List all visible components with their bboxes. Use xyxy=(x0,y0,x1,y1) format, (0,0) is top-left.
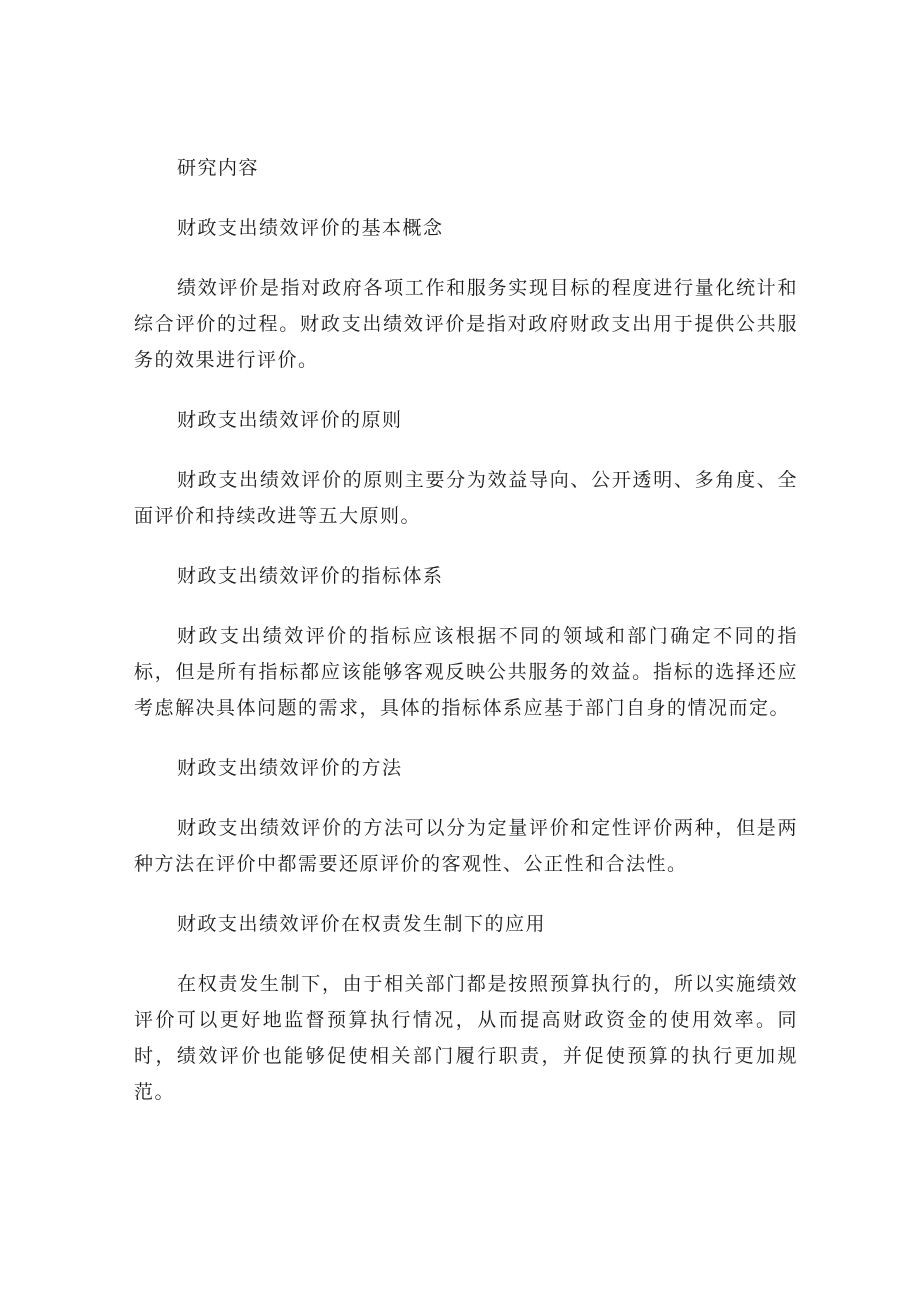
paragraph-basic-concept: 绩效评价是指对政府各项工作和服务实现目标的程度进行量化统计和综合评价的过程。财政支出绩效评价是指对政府财政支出用于提供公共服务的效果进行评价。 xyxy=(134,277,798,371)
section-heading-basic-concept: 财政支出绩效评价的基本概念 xyxy=(177,217,444,239)
section-heading-research-content: 研究内容 xyxy=(177,157,260,179)
section-heading-accrual-application: 财政支出绩效评价在权责发生制下的应用 xyxy=(177,913,547,935)
paragraph-accrual-application: 在权责发生制下，由于相关部门都是按照预算执行的，所以实施绩效评价可以更好地监督预算执行情况，从而提高财政资金的使用效率。同时，绩效评价也能够促使相关部门履行职责，并促使预算的执行更加规范。 xyxy=(134,973,798,1103)
paragraph-principles: 财政支出绩效评价的原则主要分为效益导向、公开透明、多角度、全面评价和持续改进等五大原则。 xyxy=(134,469,798,527)
section-heading-indicator-system: 财政支出绩效评价的指标体系 xyxy=(177,565,444,587)
paragraph-methods: 财政支出绩效评价的方法可以分为定量评价和定性评价两种，但是两种方法在评价中都需要还原评价的客观性、公正性和合法性。 xyxy=(134,817,798,875)
section-heading-principles: 财政支出绩效评价的原则 xyxy=(177,409,403,431)
document-body xyxy=(134,150,798,1134)
paragraph-indicator-system: 财政支出绩效评价的指标应该根据不同的领域和部门确定不同的指标，但是所有指标都应该能够客观反映公共服务的效益。指标的选择还应考虑解决具体问题的需求，具体的指标体系应基于部门自身的情况而定。 xyxy=(134,625,798,719)
section-heading-methods: 财政支出绩效评价的方法 xyxy=(177,757,403,779)
